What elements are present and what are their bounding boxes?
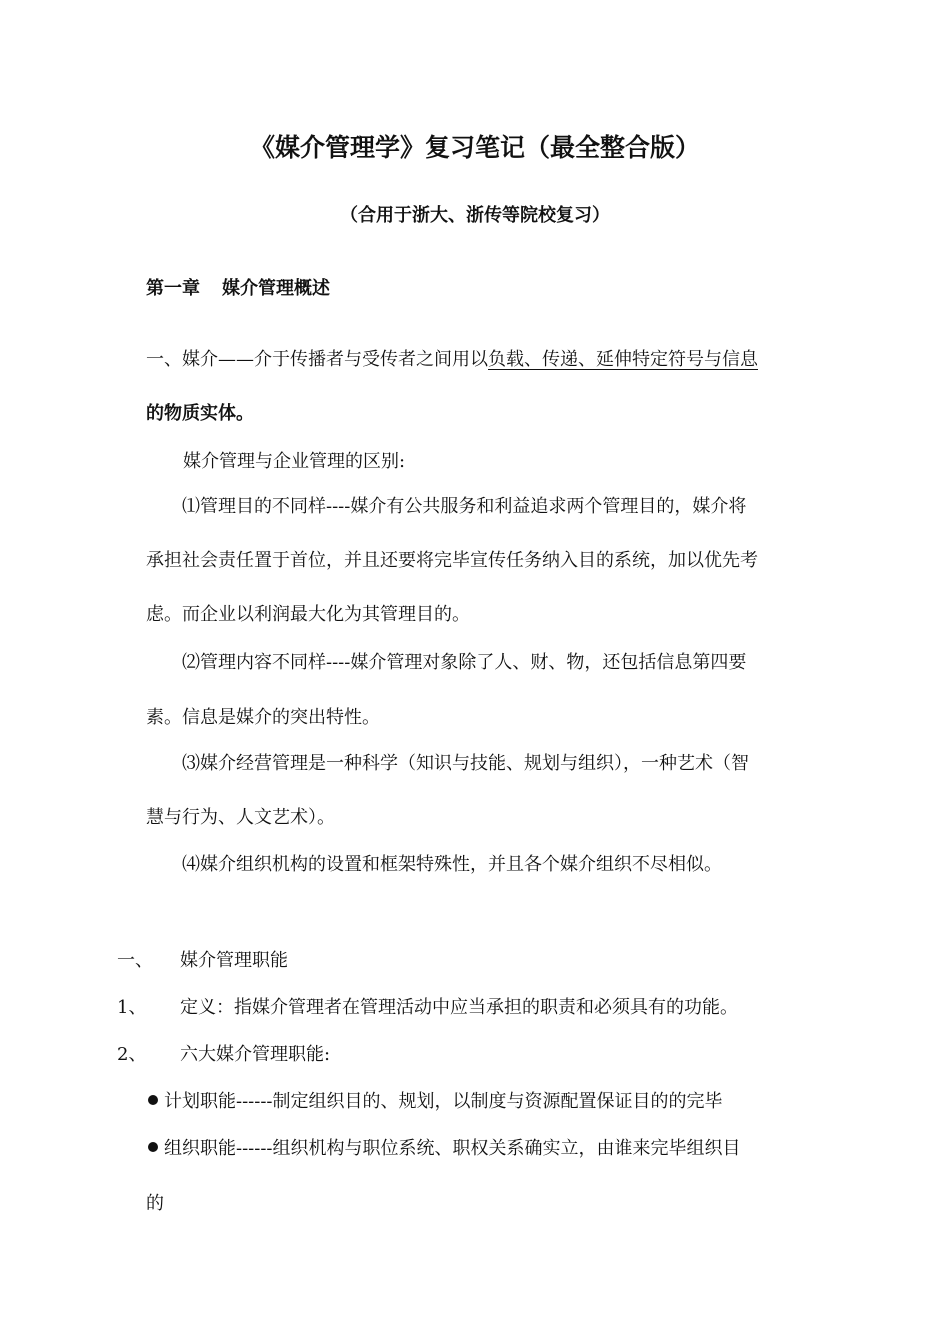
bullet-item: [148, 1136, 741, 1162]
section1-underlined: 负载、传递、延伸特定符号与信息: [488, 349, 758, 370]
chapter-name: 媒介管理概述: [222, 278, 330, 299]
section2-marker: 一、: [117, 950, 153, 971]
numbered-2-marker: 2、: [117, 1044, 147, 1065]
item-2-line-2: 素。信息是媒介的突出特性。: [146, 707, 380, 728]
chapter-number: 第一章: [146, 278, 200, 299]
section1-continuation: 的物质实体。: [146, 403, 254, 424]
numbered-1-marker: 1、: [117, 997, 147, 1018]
bullet-dot-icon: [148, 1095, 158, 1105]
doc-title: 《媒介管理学》复习笔记（最全整合版）: [249, 133, 700, 162]
chapter-heading: [146, 276, 330, 302]
bullet-text: 计划职能------制定组织目的、规划，以制度与资源配置保证目的的完毕: [164, 1091, 723, 1112]
item-3-line-1: ⑶媒介经营管理是一种科学（知识与技能、规划与组织），一种艺术（智: [182, 753, 749, 774]
item-4-line-1: ⑷媒介组织机构的设置和框架特殊性，并且各个媒介组织不尽相似。: [182, 854, 722, 875]
section2-heading: 媒介管理职能: [180, 950, 288, 971]
item-3-line-2: 慧与行为、人文艺术）。: [146, 807, 335, 828]
section1-definition: [146, 347, 758, 373]
diff-heading: 媒介管理与企业管理的区别:: [183, 451, 406, 472]
item-2-line-1: ⑵管理内容不同样----媒介管理对象除了人、财、物，还包括信息第四要: [182, 652, 747, 673]
section1-lead: 一、媒介——介于传播者与受传者之间用以: [146, 349, 488, 370]
item-1-line-1: ⑴管理目的不同样----媒介有公共服务和利益追求两个管理目的，媒介将: [182, 496, 747, 517]
item-1-line-2: 承担社会责任置于首位，并且还要将完毕宣传任务纳入目的系统，加以优先考: [146, 550, 758, 571]
bullet-text: 组织职能------组织机构与职位系统、职权关系确实立，由谁来完毕组织目: [164, 1138, 741, 1159]
numbered-2-text: 六大媒介管理职能:: [180, 1044, 331, 1065]
item-1-line-3: 虑。而企业以利润最大化为其管理目的。: [146, 604, 470, 625]
bullet-item: [148, 1089, 723, 1115]
doc-subtitle: （合用于浙大、浙传等院校复习）: [340, 205, 610, 226]
bullet-dot-icon: [148, 1142, 158, 1152]
bullet-continuation: 的: [146, 1193, 164, 1214]
numbered-1-text: 定义：指媒介管理者在管理活动中应当承担的职责和必须具有的功能。: [180, 997, 738, 1018]
